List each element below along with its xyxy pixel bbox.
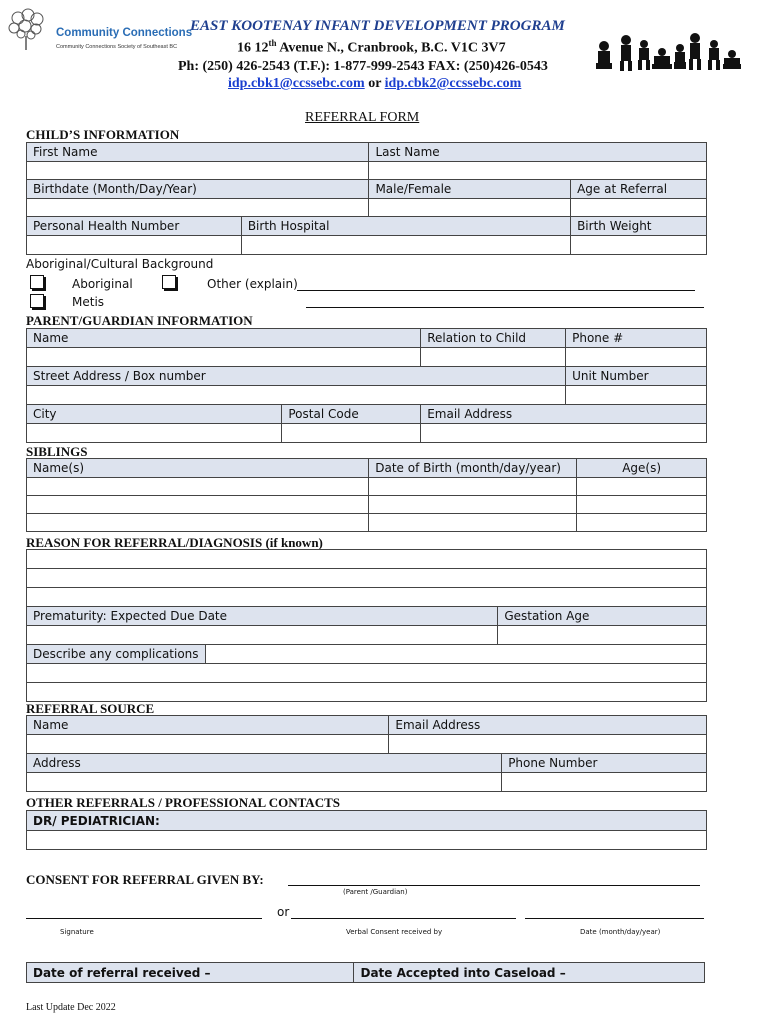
relation-field[interactable]: [421, 348, 566, 367]
other-label: Other (explain): [207, 277, 298, 291]
consent-label: CONSENT FOR REFERRAL GIVEN BY:: [26, 872, 264, 887]
city-field[interactable]: [27, 424, 282, 443]
address: 16 12th Avenue N., Cranbrook, B.C. V1C 3V7: [237, 38, 506, 56]
date-accepted-label[interactable]: Date Accepted into Caseload –: [354, 963, 705, 983]
parent-email-field[interactable]: [421, 424, 707, 443]
first-name-label: First Name: [27, 143, 369, 162]
footer-last-update: Last Update Dec 2022: [26, 1002, 116, 1013]
sibling-row[interactable]: [27, 496, 369, 514]
sibling-names-label: Name(s): [27, 459, 369, 478]
email-link-1[interactable]: idp.cbk1@ccssebc.com: [228, 76, 365, 91]
metis-label: Metis: [72, 295, 105, 309]
email-line: idp.cbk1@ccssebc.com or idp.cbk2@ccssebc.com: [228, 76, 522, 91]
source-email-label: Email Address: [389, 716, 707, 735]
complications-line[interactable]: [27, 664, 707, 683]
birthdate-label: Birthdate (Month/Day/Year): [27, 180, 369, 199]
reason-line[interactable]: [27, 569, 707, 588]
source-address-field[interactable]: [27, 773, 502, 792]
source-phone-field[interactable]: [502, 773, 707, 792]
complications-line[interactable]: [27, 683, 707, 702]
or-label: or: [277, 905, 290, 919]
phn-label: Personal Health Number: [27, 217, 242, 236]
last-name-field[interactable]: [369, 162, 707, 180]
verbal-consent-line[interactable]: [291, 918, 516, 919]
last-name-label: Last Name: [369, 143, 707, 162]
sex-label: Male/Female: [369, 180, 571, 199]
date-received-label[interactable]: Date of referral received –: [27, 963, 354, 983]
first-name-field[interactable]: [27, 162, 369, 180]
age-field[interactable]: [571, 199, 707, 217]
sibling-age-field[interactable]: [577, 478, 707, 496]
gestation-field[interactable]: [498, 626, 707, 645]
tree-logo-icon: [4, 6, 50, 52]
signature-caption: Signature: [60, 928, 94, 936]
other-checkbox[interactable]: [162, 275, 176, 289]
program-title: EAST KOOTENAY INFANT DEVELOPMENT PROGRAM: [190, 18, 565, 34]
parent-info-heading: PARENT/GUARDIAN INFORMATION: [26, 313, 253, 328]
children-silhouette-icon: [592, 32, 742, 74]
sex-field[interactable]: [369, 199, 571, 217]
background-label: Aboriginal/Cultural Background: [26, 257, 214, 271]
sibling-age-field[interactable]: [577, 514, 707, 532]
source-phone-label: Phone Number: [502, 754, 707, 773]
sibling-dob-field[interactable]: [369, 514, 577, 532]
complications-field[interactable]: [205, 645, 706, 664]
hospital-field[interactable]: [241, 236, 570, 255]
email-link-2[interactable]: idp.cbk2@ccssebc.com: [384, 76, 522, 91]
parent-guardian-caption: (Parent /Guardian): [343, 888, 408, 896]
hospital-label: Birth Hospital: [241, 217, 570, 236]
form-title: REFERRAL FORM: [305, 110, 420, 125]
sibling-dob-label: Date of Birth (month/day/year): [369, 459, 577, 478]
age-label: Age at Referral: [571, 180, 707, 199]
source-address-label: Address: [27, 754, 502, 773]
reason-table: [26, 549, 707, 702]
phone-field[interactable]: [566, 348, 707, 367]
reason-line[interactable]: [27, 550, 707, 569]
phn-field[interactable]: [27, 236, 242, 255]
unit-label: Unit Number: [566, 367, 707, 386]
sibling-dob-field[interactable]: [369, 496, 577, 514]
pediatrician-field[interactable]: [27, 831, 707, 850]
prematurity-label: Prematurity: Expected Due Date: [27, 607, 498, 626]
child-info-heading: CHILD’S INFORMATION: [26, 127, 180, 142]
metis-checkbox[interactable]: [30, 294, 44, 308]
logo-name: Community Connections: [56, 27, 193, 39]
reason-line[interactable]: [27, 588, 707, 607]
sibling-dob-field[interactable]: [369, 478, 577, 496]
other-referrals-heading: OTHER REFERRALS / PROFESSIONAL CONTACTS: [26, 795, 340, 810]
parent-table: [26, 328, 707, 443]
source-table: [26, 715, 707, 792]
parent-email-label: Email Address: [421, 405, 707, 424]
relation-label: Relation to Child: [421, 329, 566, 348]
siblings-heading: SIBLINGS: [26, 444, 88, 459]
phone-label: Phone #: [566, 329, 707, 348]
weight-label: Birth Weight: [571, 217, 707, 236]
city-label: City: [27, 405, 282, 424]
date-caption: Date (month/day/year): [580, 928, 661, 936]
parent-name-field[interactable]: [27, 348, 421, 367]
verbal-consent-caption: Verbal Consent received by: [346, 928, 443, 936]
street-field[interactable]: [27, 386, 566, 405]
aboriginal-checkbox[interactable]: [30, 275, 44, 289]
source-name-field[interactable]: [27, 735, 389, 754]
phone-line: Ph: (250) 426-2543 (T.F.): 1-877-999-2543 FAX: (250)426-0543: [178, 59, 548, 74]
child-table: [26, 142, 707, 255]
consent-date-line[interactable]: [525, 918, 704, 919]
other-explain-line-1[interactable]: [297, 290, 695, 291]
weight-field[interactable]: [571, 236, 707, 255]
other-explain-line-2[interactable]: [306, 307, 704, 308]
sibling-ages-label: Age(s): [577, 459, 707, 478]
office-table: [26, 962, 705, 983]
due-date-field[interactable]: [27, 626, 498, 645]
logo: [4, 6, 193, 52]
gestation-label: Gestation Age: [498, 607, 707, 626]
parent-name-label: Name: [27, 329, 421, 348]
aboriginal-label: Aboriginal: [72, 277, 133, 291]
unit-field[interactable]: [566, 386, 707, 405]
postal-label: Postal Code: [282, 405, 421, 424]
pediatrician-label: DR/ PEDIATRICIAN:: [27, 811, 707, 831]
consent-given-by-line[interactable]: [288, 885, 700, 886]
logo-tagline: Community Connections Society of Southeast BC: [56, 44, 178, 50]
siblings-table: [26, 458, 707, 532]
sibling-row[interactable]: [27, 514, 369, 532]
source-name-label: Name: [27, 716, 389, 735]
source-email-field[interactable]: [389, 735, 707, 754]
postal-field[interactable]: [282, 424, 421, 443]
signature-line[interactable]: [26, 918, 262, 919]
birthdate-field[interactable]: [27, 199, 369, 217]
street-label: Street Address / Box number: [27, 367, 566, 386]
reason-heading: REASON FOR REFERRAL/DIAGNOSIS (if known): [26, 535, 323, 550]
referral-source-heading: REFERRAL SOURCE: [26, 701, 155, 716]
complications-label: Describe any complications: [27, 645, 206, 664]
other-referrals-table: [26, 810, 707, 850]
sibling-row[interactable]: [27, 478, 369, 496]
sibling-age-field[interactable]: [577, 496, 707, 514]
